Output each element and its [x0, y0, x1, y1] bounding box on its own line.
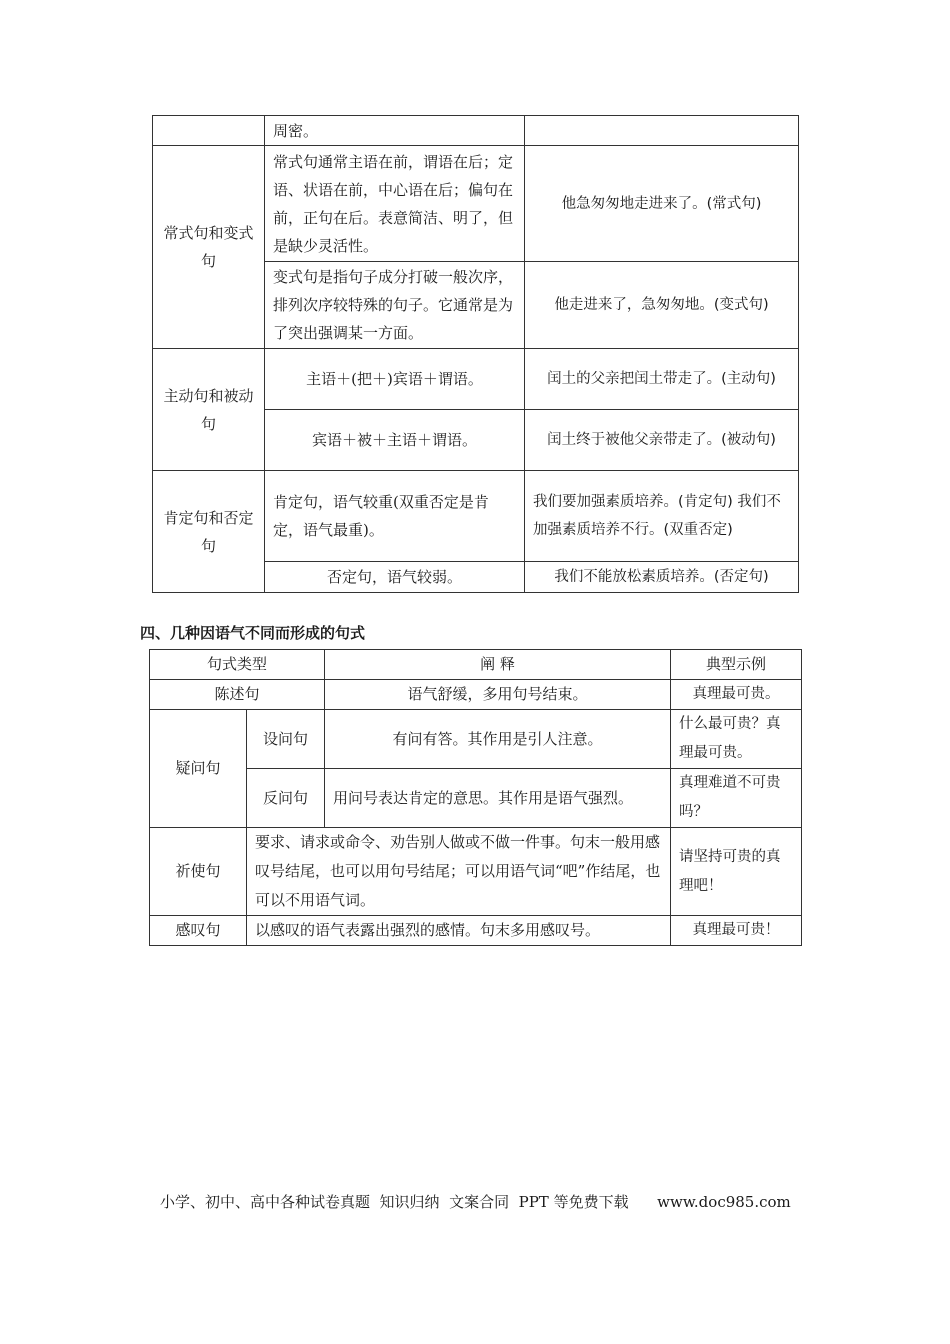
type-cell-kending: 肯定句和否定句: [153, 471, 265, 593]
desc-cell: 主语＋(把＋)宾语＋谓语。: [265, 349, 525, 410]
page-footer: 小学、初中、高中各种试卷真题 知识归纳 文案合同 PPT 等免费下载 www.doc985.com: [160, 1193, 791, 1211]
mood-sentence-table: [149, 649, 802, 946]
header-example: 典型示例: [671, 650, 802, 680]
desc-cell: 肯定句，语气较重(双重否定是肯定，语气最重)。: [265, 471, 525, 562]
example-cell: 他急匆匆地走进来了。(常式句): [525, 146, 799, 262]
explain-cell: 以感叹的语气表露出强烈的感情。句末多用感叹号。: [247, 916, 671, 946]
type-cell-gantan: 感叹句: [150, 916, 247, 946]
example-cell: [525, 116, 799, 146]
sentence-type-table-continued: [152, 115, 799, 593]
subtype-cell: 反问句: [247, 769, 325, 828]
explain-cell: 语气舒缓，多用句号结束。: [325, 680, 671, 710]
example-cell: 他走进来了，急匆匆地。(变式句): [525, 262, 799, 349]
example-cell: 我们要加强素质培养。(肯定句) 我们不加强素质培养不行。(双重否定): [525, 471, 799, 562]
example-cell: 真理最可贵。: [671, 680, 802, 710]
example-cell: 真理难道不可贵吗？: [671, 769, 802, 828]
type-cell-zhudong: 主动句和被动句: [153, 349, 265, 471]
desc-cell: 否定句，语气较弱。: [265, 562, 525, 593]
type-cell-qishi: 祈使句: [150, 828, 247, 916]
subtype-cell: 设问句: [247, 710, 325, 769]
desc-cell: 常式句通常主语在前，谓语在后；定语、状语在前，中心语在后；偏句在前，正句在后。表意简洁、明了，但是缺少灵活性。: [265, 146, 525, 262]
header-explain: 阐 释: [325, 650, 671, 680]
example-cell: 我们不能放松素质培养。(否定句): [525, 562, 799, 593]
desc-cell: 宾语＋被＋主语＋谓语。: [265, 410, 525, 471]
example-cell: 真理最可贵！: [671, 916, 802, 946]
desc-cell: 变式句是指句子成分打破一般次序，排列次序较特殊的句子。它通常是为了突出强调某一方面。: [265, 262, 525, 349]
example-cell: 请坚持可贵的真理吧！: [671, 828, 802, 916]
header-type: 句式类型: [150, 650, 325, 680]
desc-cell: 周密。: [265, 116, 525, 146]
example-cell: 闰土终于被他父亲带走了。(被动句): [525, 410, 799, 471]
type-cell-changshi: 常式句和变式句: [153, 146, 265, 349]
example-cell: 什么最可贵？真理最可贵。: [671, 710, 802, 769]
example-cell: 闰土的父亲把闰土带走了。(主动句): [525, 349, 799, 410]
type-cell-chenshu: 陈述句: [150, 680, 325, 710]
explain-cell: 用问号表达肯定的意思。其作用是语气强烈。: [325, 769, 671, 828]
type-cell-yiwen: 疑问句: [150, 710, 247, 828]
cell-empty: [153, 116, 265, 146]
section-heading: 四、几种因语气不同而形成的句式: [140, 624, 366, 642]
explain-cell: 有问有答。其作用是引人注意。: [325, 710, 671, 769]
explain-cell: 要求、请求或命令、劝告别人做或不做一件事。句末一般用感叹号结尾，也可以用句号结尾；可以用语气词“吧”作结尾，也可以不用语气词。: [247, 828, 671, 916]
